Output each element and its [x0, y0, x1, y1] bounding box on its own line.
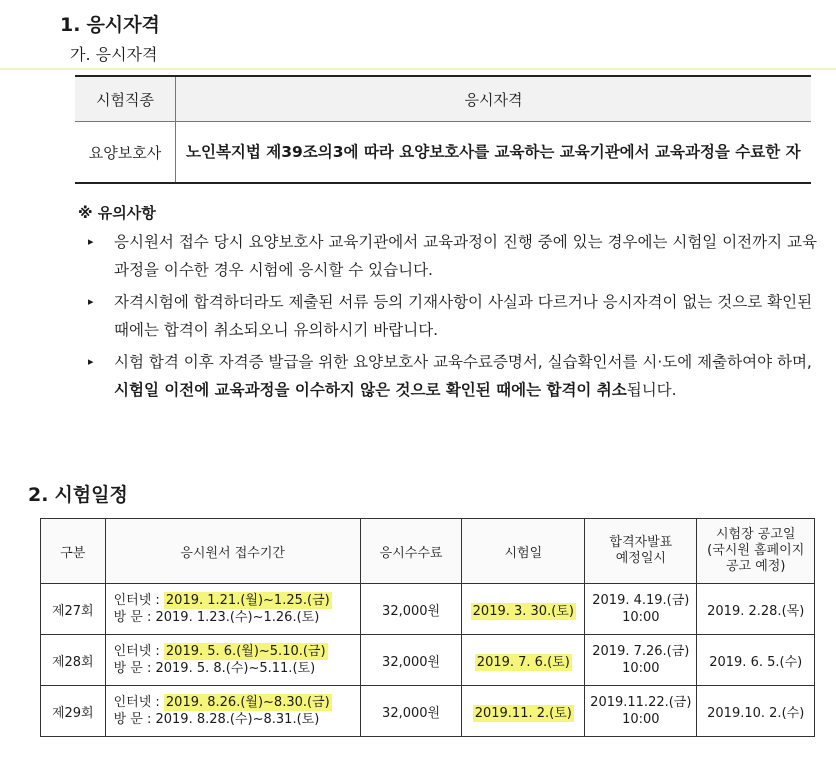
result-cell — [585, 686, 697, 737]
registration-cell — [105, 635, 360, 686]
exam-date-cell — [462, 584, 585, 635]
visit-label: 방 문 : — [113, 712, 152, 727]
header-registration: 응시원서 접수기간 — [105, 519, 360, 584]
header-notice-line2: (국시원 홈페이지 — [707, 543, 805, 558]
round-cell: 제29회 — [41, 686, 106, 737]
schedule-header-row — [41, 519, 815, 584]
section-2-title: 시험일정 — [54, 484, 128, 506]
visit-label: 방 문 : — [113, 610, 152, 625]
section-1-title: 응시자격 — [86, 14, 160, 36]
internet-period: 2019. 8.26.(월)~8.30.(금) — [165, 695, 330, 710]
header-notice-line3: 공고 예정) — [726, 559, 786, 574]
internet-line — [114, 643, 360, 660]
note-text: 자격시험에 합격하더라도 제출된 서류 등의 기재사항이 사실과 다르거나 응시자격이 없는 것으로 확인된 때에는 합격이 취소되오니 유의하시기 바랍니다. — [114, 293, 813, 339]
note-text: 응시원서 접수 당시 요양보호사 교육기관에서 교육과정이 진행 중에 있는 경우에는 시험일 이전까지 교육과정을 이수한 경우 시험에 응시할 수 있습니다. — [114, 233, 817, 279]
schedule-row — [41, 686, 815, 737]
result-date: 2019. 4.19.(금) — [592, 593, 690, 608]
header-result — [585, 519, 697, 584]
exam-type-cell: 요양보호사 — [75, 122, 176, 184]
note-item — [88, 348, 823, 404]
visit-line — [114, 660, 360, 677]
exam-date: 2019.11. 2.(토) — [474, 705, 572, 721]
highlight-line — [0, 68, 836, 70]
visit-line — [114, 609, 360, 626]
section-2-heading — [28, 480, 134, 507]
notice-cell: 2019.10. 2.(수) — [697, 686, 815, 737]
subsection-number: 가. — [70, 45, 91, 64]
visit-period: 2019. 5. 8.(수)~5.11.(토) — [155, 661, 316, 676]
exam-date: 2019. 3. 30.(토) — [472, 603, 574, 619]
internet-label: 인터넷 : — [113, 593, 160, 608]
qualification-cell: 노인복지법 제39조의3에 따라 요양보호사를 교육하는 교육기관에서 교육과정을 수료한 자 — [176, 122, 812, 184]
subsection-heading — [70, 42, 157, 65]
note-text: 시험 합격 이후 자격증 발급을 위한 요양보호사 교육수료증명서, 실습확인서를 시·도에 제출하여야 하며, — [114, 353, 812, 371]
internet-label: 인터넷 : — [113, 644, 160, 659]
header-fee: 응시수수료 — [360, 519, 462, 584]
round-cell: 제28회 — [41, 635, 106, 686]
visit-label: 방 문 : — [113, 661, 152, 676]
fee-cell: 32,000원 — [360, 584, 462, 635]
result-cell — [585, 584, 697, 635]
schedule-table — [40, 518, 815, 737]
qualification-header-row — [75, 76, 811, 122]
bullet-icon: ▸ — [88, 295, 94, 308]
notice-cell: 2019. 6. 5.(수) — [697, 635, 815, 686]
result-date: 2019.11.22.(금) — [590, 695, 692, 710]
header-notice — [697, 519, 815, 584]
bullet-icon: ▸ — [88, 235, 94, 248]
schedule-row — [41, 584, 815, 635]
visit-period: 2019. 1.23.(수)~1.26.(토) — [155, 610, 320, 625]
note-bold-text: 시험일 이전에 교육과정을 이수하지 않은 것으로 확인된 때에는 합격이 취소 — [114, 381, 627, 399]
section-1-number: 1. — [60, 14, 81, 36]
result-time: 10:00 — [622, 661, 660, 676]
exam-date: 2019. 7. 6.(토) — [476, 654, 570, 670]
visit-line — [114, 711, 360, 728]
qualification-row — [75, 122, 811, 184]
round-cell: 제27회 — [41, 584, 106, 635]
fee-cell: 32,000원 — [360, 635, 462, 686]
header-round: 구분 — [41, 519, 106, 584]
notice-cell: 2019. 2.28.(목) — [697, 584, 815, 635]
result-time: 10:00 — [622, 610, 660, 625]
header-exam-type: 시험직종 — [75, 76, 176, 122]
exam-date-cell — [462, 635, 585, 686]
bullet-icon: ▸ — [88, 355, 94, 368]
qualification-table — [75, 75, 811, 184]
section-1-heading — [60, 10, 166, 37]
note-item — [88, 228, 823, 284]
internet-line — [114, 694, 360, 711]
exam-date-cell — [462, 686, 585, 737]
registration-cell — [105, 584, 360, 635]
section-2-number: 2. — [28, 484, 49, 506]
notes-list — [88, 228, 823, 408]
header-exam-date: 시험일 — [462, 519, 585, 584]
notes-title: ※ 유의사항 — [78, 204, 156, 222]
result-time: 10:00 — [622, 712, 660, 727]
visit-period: 2019. 8.28.(수)~8.31.(토) — [155, 712, 320, 727]
fee-cell: 32,000원 — [360, 686, 462, 737]
note-tail-text: 됩니다. — [626, 381, 677, 399]
registration-cell — [105, 686, 360, 737]
header-result-line1: 합격자발표 — [609, 535, 673, 550]
internet-line — [114, 592, 360, 609]
header-qualification: 응시자격 — [176, 76, 812, 122]
schedule-row — [41, 635, 815, 686]
internet-period: 2019. 5. 6.(월)~5.10.(금) — [165, 644, 326, 659]
subsection-title: 응시자격 — [95, 45, 158, 64]
header-notice-line1: 시험장 공고일 — [715, 527, 796, 542]
internet-period: 2019. 1.21.(월)~1.25.(금) — [165, 593, 330, 608]
header-result-line2: 예정일시 — [615, 551, 666, 566]
result-date: 2019. 7.26.(금) — [592, 644, 690, 659]
result-cell — [585, 635, 697, 686]
note-item — [88, 288, 823, 344]
internet-label: 인터넷 : — [113, 695, 160, 710]
